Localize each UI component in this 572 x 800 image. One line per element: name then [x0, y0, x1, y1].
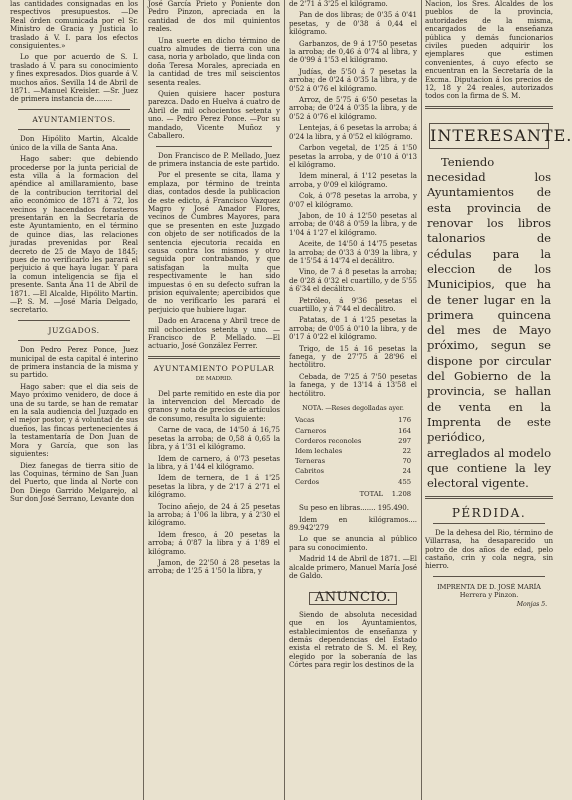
column-2	[148, 0, 280, 800]
paragraph: Jamon, de 22'50 á 28 pesetas la arroba; de 1'25 á 1'50 la libra, y	[148, 557, 280, 576]
paragraph: Cok, á 0'78 pesetas la arroba, y 0'07 el kilógramo.	[289, 191, 417, 209]
anuncio-heading: ANUNCIO.	[309, 592, 397, 604]
table-value: 70	[402, 457, 411, 466]
paragraph: Una suerte en dicho término de cuatro almudes de tierra con una casa, noria y arbolado, que linda con doña Teresa Morales, apreciada en la cantidad de tres mil seiscientos sesenta reales.	[148, 35, 280, 87]
paragraph: Judías, de 5'50 á 7 pesetas la arroba; de 0'24 á 0'35 la libra, y de 0'52 á 0'76 el kilógramo.	[289, 66, 417, 93]
paragraph: Hago saber: que debiendo procederse por la junta pericial de esta villa á la formacion del apéndice al amillaramiento, base de la contribucion territorial del año económico de 1871 á 72, los vecinos y hacendados forasteros presentarán en la Secretaría de este Ayuntamiento, en el término de quince dias, las relaciones juradas prevenidas por Real decreto de 25 de Mayo de 1845; pues de no verificarlo les parará el perjuicio á que haya lugar. Y para la comun inteligencia se fija el presente. Santa Ana 11 de Abril de 1871. —El Alcalde, Hipólito Martin. —P. S. M. —José María Delgado, secretario.	[10, 154, 138, 315]
paragraph: Vino, de 7 á 8 pesetas la arroba; de 0'28 á 0'32 el cuartillo, y de 5'55 á 6'34 el decálitro.	[289, 267, 417, 294]
table-label: Idem lechales	[295, 447, 343, 456]
paragraph: Dado en Aracena y Abril trece de mil ochocientos setenta y uno. —Francisco de P. Mellado. —El actuario, José González Ferrer.	[148, 316, 280, 351]
paragraph: José García Prieto y Poniente don Pedro Pinzon, apreciada en la cantidad de dos mil quinientos reales.	[148, 0, 280, 34]
paragraph: Lo que por acuerdo de S. I. traslado á V. para su conocimiento y fines expresados. Dios guarde á V. muchos años. Sevilla 14 de Abril de 1871. —Manuel Kreisler. —Sr. Juez de primera instancia de........	[10, 52, 138, 104]
divider	[18, 320, 130, 321]
paragraph: Madrid 14 de Abril de 1871. —El alcalde primero, Manuel María José de Galdo.	[289, 554, 417, 580]
table-total-row	[294, 487, 412, 499]
paragraph: Carbon vegetal, de 1'25 á 1'50 pesetas la arroba, y de 0'10 á 0'13 el kilógramo.	[289, 143, 417, 169]
divider	[18, 109, 130, 110]
table-row	[294, 436, 412, 446]
column-rule	[143, 0, 144, 800]
column-rule	[421, 0, 422, 800]
slaughter-table	[294, 415, 412, 499]
paragraph: Lo que se anuncia al público para su conocimiento.	[289, 534, 417, 552]
paragraph: Diez fanegas de tierra sitio de las Coquinas, término de San Juan del Puerto, que linda al Norte con Don Diego Garrido Melgarejo, al Sur don José Serrano, Levante don	[10, 460, 138, 504]
paragraph: Trigo, de 15 á 16 pesetas la fanega, y de 27'75 á 28'96 el hectólitro.	[289, 343, 417, 370]
paragraph: Quien quisiere hacer postura parezca. Dado en Huelva á cuatro de Abril de mil ochocientos setenta y uno. — Pedro Perez Ponce. —Por su mandado, Vicente Muñoz y Caballero.	[148, 89, 280, 141]
table-value: 24	[402, 467, 411, 476]
column-rule	[284, 0, 285, 800]
divider	[18, 129, 130, 130]
double-divider	[425, 496, 553, 499]
section-heading: JUZGADOS.	[48, 325, 100, 335]
table-label: Vacas	[295, 416, 315, 425]
table-label: Terneras	[295, 457, 326, 466]
table-label: Cerdos	[295, 477, 320, 486]
paragraph: Petróleo, á 9'36 pesetas el cuartillo, y á 7'44 el decálitro.	[289, 295, 417, 313]
table-row	[294, 426, 412, 436]
section-heading: AYUNTAMIENTO POPULAR	[153, 363, 275, 373]
table-value: 297	[398, 436, 411, 445]
table-row	[294, 466, 412, 476]
divider	[156, 146, 272, 147]
paragraph: Pan de dos libras; de 0'35 á 0'41 pesetas, y de 0'38 á 0,44 el kilógramo.	[289, 10, 417, 37]
paragraph: las cantidades consignadas en los respectivos presupuestos. —De Real órden comunicada por el Sr. Ministro de Gracia y Justicia lo traslado á V. I. para los efectos consiguientes.»	[10, 0, 138, 51]
paragraph: de 2'71 á 3'25 el kilógramo.	[289, 0, 388, 8]
perdida-heading: PÉRDIDA.	[451, 506, 527, 521]
table-row	[294, 456, 412, 466]
paragraph: De la dehesa del Rio, término de Villarrasa, ha desaparecido un potro de dos años de edad, pelo castaño, crin y cola negra, sin hierro.	[425, 527, 553, 571]
paragraph: Don Hipólito Martin, Alcalde único de la villa de Santa Ana.	[10, 134, 138, 152]
paragraph: Aceite, de 14'50 á 14'75 pesetas la arroba; de 0'33 á 0'39 la libra, y de 1'5'54 á 14'74 el decálitro.	[289, 239, 417, 265]
paragraph: Cebada, de 7'25 á 7'50 pesetas la fanega, y de 13'14 á 13'58 el hectólitro.	[289, 371, 417, 398]
column-1	[10, 0, 138, 800]
paragraph: Don Pedro Perez Ponce, Juez municipal de esta capital é interino de primera instancia de la misma y su partido.	[10, 345, 138, 380]
paragraph: Garbanzos, de 9 á 17'50 pesetas la arroba; de 0,46 á 0'74 al libra, y de 0'99 á 1'53 el kilógramo.	[289, 38, 417, 65]
table-value: 22	[402, 447, 411, 456]
paragraph: Idem de carnero, á 0'73 pesetas la libra, y á 1'44 el kilógramo.	[148, 453, 280, 471]
table-row	[294, 446, 412, 456]
paragraph: Lentejas, á 6 pesetas la arroba; á 0'24 la libra, y á 0'52 el kilógramo.	[289, 123, 417, 141]
section-heading: AYUNTAMIENTOS.	[32, 114, 116, 124]
paragraph: Don Francisco de P. Mellado, Juez de primera instancia de este partido.	[148, 150, 280, 168]
paragraph: Patatas, de 1 á 1'25 pesetas la arroba; de 0'05 á 0'10 la libra, y de 0'17 á 0'22 el kilógramo.	[289, 315, 417, 342]
paragraph: Del parte remitido en este dia por la intervencion del Mercado de granos y nota de precios de artículos de consumo, resulta lo siguiente:	[148, 388, 280, 423]
paragraph: Idem fresco, á 20 pesetas la arroba; á 0'87 la libra y á 1'89 el kilógramo.	[148, 529, 280, 556]
interesante-heading: INTERESANTE.	[429, 123, 549, 149]
table-total-value: 1.208	[391, 489, 411, 498]
paragraph: Arroz, de 5'75 á 6'50 pesetas la arroba; de 0'24 á 0'35 la libra, y de 0'52 á 0'76 el kilógramo.	[289, 95, 417, 121]
paragraph: Idem en kilógramos.... 89.942'279	[289, 514, 417, 532]
printer-imprint: IMPRENTA DE D. JOSÉ MARÍA Herrera y Pinzon.	[437, 582, 541, 600]
paragraph: Por el presente se cita, llama y emplaza, por término de treinta dias, contados desde la publicacion de este edicto, á Francisco Vazquez Magro y José Amador Flores, vecinos de Cumbres Mayores, para que se presenten en este Juzgado con objeto de ser notificados de la sentencia ejecutoria recaida en causa contra los mismos y otro seguida por contrabando, y que satisfagan la multa que respectivamente le han sido impuestas ó en su defecto sufran la prision equivalente; apercibidos que de no verificarlo les parará el perjuicio que hubiere lugar.	[148, 170, 280, 314]
paragraph: Jabon, de 10 á 12'50 pesetas al arroba; de 0'48 á 0'59 la libra, y de 1'04 á 1'27 el kilógramo.	[289, 210, 417, 237]
table-label: Cabritos	[295, 467, 324, 476]
double-divider	[425, 106, 553, 109]
table-value: 164	[398, 426, 411, 435]
printer-address: Monjas 5.	[516, 600, 547, 608]
paragraph: Hago saber: que el dia seis de Mayo próximo venidero, de doce á una de su tarde, se han de rematar en la sala audiencia del Juzgado en el mejor postor, y á voluntad de sus dueños, las fincas pertenecientes á la testamentaría de Don Juan de Mora y García, que son las siguientes:	[10, 381, 138, 459]
paragraph: Tocino añejo, de 24 á 25 pesetas la arroba; á 1'06 la libra, y á 2'30 el kilógramo.	[148, 501, 280, 528]
table-title: NOTA. —Reses degolladas ayer.	[302, 404, 404, 413]
paragraph: Idem mineral, á 1'12 pesetas la arroba, y 0'09 el kilógramo.	[289, 171, 417, 189]
double-divider	[148, 356, 280, 359]
interesante-notice: Teniendo necesidad los Ayuntamientos de esta provincia de renovar los libros talonarios de cédulas para la eleccion de los Municipios, que ha de tener lugar en la primera quincena del mes de Mayo próximo, segun se dispone por circular del Gobierno de la provincia, se hallan de venta en la Imprenta de este periódico, arreglados al modelo que contiene la ley electoral vigente.	[427, 154, 551, 491]
paragraph: Idem de ternera, de 1 á 1'25 pesetas la libra, y de 2'17 á 2'71 el kilógramo.	[148, 473, 280, 500]
table-total-label: TOTAL	[359, 489, 384, 498]
paragraph: Siendo de absoluta necesidad que en los Ayuntamientos, establecimientos de enseñanza y demás dependencias del Estado exista el retrato de S. M. el Rey, elegido por la soberanía de las Córtes para regir los destinos de la	[289, 609, 417, 670]
paragraph: Nacion, los Sres. Alcaldes de los pueblos de la provincia, autoridades de la misma, encargados de la enseñanza pública y demás funcionarios civiles pueden adquirir los ejemplares que estimen convenientes, á cuyo efecto se encuentran en la Secretaría de la Excma. Diputacion á los precios de 12, 18 y 24 reales, autorizados todos con la firma de S. M.	[425, 0, 553, 101]
table-value: 176	[398, 416, 411, 425]
section-subheading: DE MADRID.	[195, 376, 233, 383]
paragraph: Carne de vaca, de 14'50 á 16,75 pesetas la arroba; de 0,58 á 0,65 la libra, y á 1'31 el kilógramo.	[148, 425, 280, 452]
divider	[18, 340, 130, 341]
divider	[433, 523, 545, 524]
table-row	[294, 477, 412, 487]
table-value: 455	[398, 477, 411, 486]
table-label: Corderos reconoles	[295, 436, 362, 445]
column-4	[425, 0, 572, 800]
column-3	[289, 0, 417, 800]
paragraph: Su peso en libras....... 195.490.	[299, 503, 409, 513]
divider	[433, 576, 545, 577]
table-row	[294, 415, 412, 425]
table-label: Carneros	[295, 426, 327, 435]
